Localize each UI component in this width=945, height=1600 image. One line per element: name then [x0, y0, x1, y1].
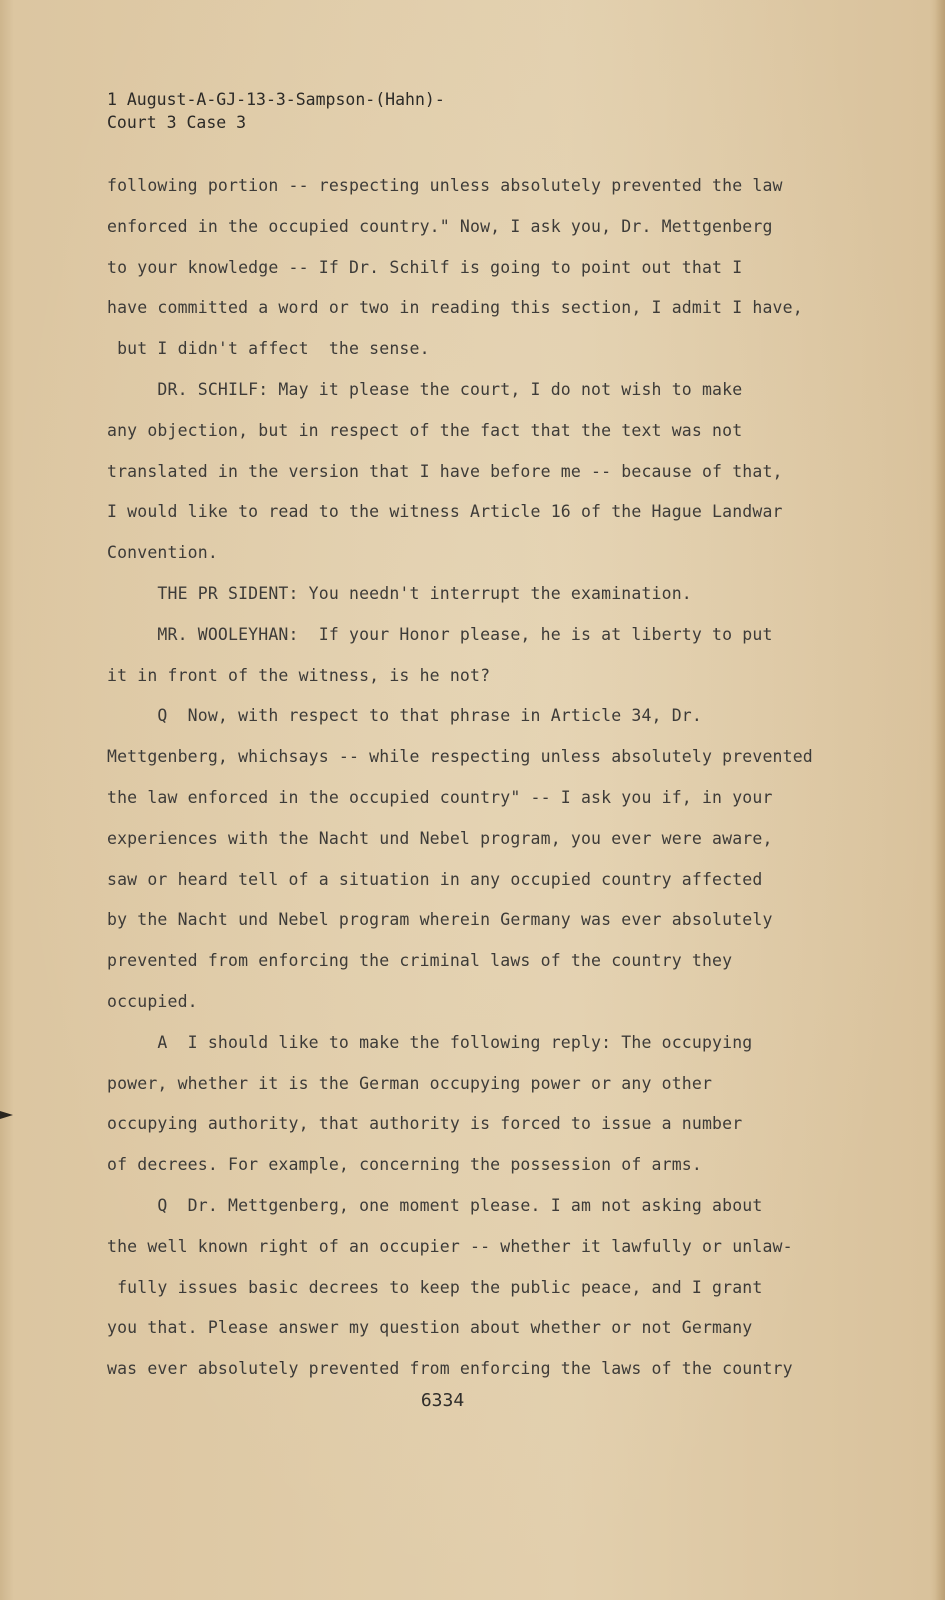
- text-line: of decrees. For example, concerning the possession of arms.: [107, 1155, 702, 1175]
- text-line: MR. WOOLEYHAN: If your Honor please, he is at liberty to put: [107, 624, 773, 644]
- text-line: THE PR SIDENT: You needn't interrupt the examination.: [107, 583, 692, 603]
- text-line: by the Nacht und Nebel program wherein Germany was ever absolutely: [107, 910, 773, 930]
- text-line: to your knowledge -- If Dr. Schilf is going to point out that I: [107, 257, 743, 277]
- text-line: experiences with the Nacht und Nebel program, you ever were aware,: [107, 828, 773, 848]
- document-header: [107, 88, 445, 134]
- text-line: but I didn't affect the sense.: [107, 339, 430, 359]
- text-line: occupying authority, that authority is forced to issue a number: [107, 1114, 743, 1134]
- text-line: Mettgenberg, whichsays -- while respecting unless absolutely prevented: [107, 747, 813, 767]
- text-line: Q Now, with respect to that phrase in Article 34, Dr.: [107, 706, 702, 726]
- text-line: enforced in the occupied country." Now, I ask you, Dr. Mettgenberg: [107, 216, 773, 236]
- text-line: Convention.: [107, 543, 218, 563]
- text-line: any objection, but in respect of the fact that the text was not: [107, 420, 743, 440]
- page-edge-shadow: [935, 0, 945, 1600]
- text-line: the law enforced in the occupied country" -- I ask you if, in your: [107, 787, 773, 807]
- text-line: saw or heard tell of a situation in any occupied country affected: [107, 869, 763, 889]
- text-line: DR. SCHILF: May it please the court, I do not wish to make: [107, 379, 743, 399]
- text-line: A I should like to make the following reply: The occupying: [107, 1032, 753, 1052]
- text-line: the well known right of an occupier -- whether it lawfully or unlaw-: [107, 1236, 793, 1256]
- header-line-2: Court 3 Case 3: [107, 113, 247, 132]
- text-line: it in front of the witness, is he not?: [107, 665, 491, 685]
- page-number: 6334: [420, 1390, 465, 1411]
- header-line-1: 1 August-A-GJ-13-3-Sampson-(Hahn)-: [107, 90, 445, 109]
- text-line: following portion -- respecting unless absolutely prevented the law: [107, 176, 783, 195]
- text-line: I would like to read to the witness Article 16 of the Hague Landwar: [107, 502, 783, 522]
- binding-mark: [0, 1111, 13, 1119]
- text-line: translated in the version that I have before me -- because of that,: [107, 461, 783, 481]
- transcript-body: [107, 166, 827, 1390]
- text-line: was ever absolutely prevented from enforcing the laws of the country: [107, 1359, 793, 1379]
- text-line: occupied.: [107, 991, 198, 1011]
- text-line: power, whether it is the German occupying power or any other: [107, 1073, 713, 1093]
- text-line: Q Dr. Mettgenberg, one moment please. I am not asking about: [107, 1195, 763, 1215]
- text-line: prevented from enforcing the criminal laws of the country they: [107, 951, 733, 971]
- text-line: have committed a word or two in reading this section, I admit I have,: [107, 298, 803, 318]
- text-line: fully issues basic decrees to keep the public peace, and I grant: [107, 1277, 763, 1297]
- text-line: you that. Please answer my question about whether or not Germany: [107, 1318, 753, 1338]
